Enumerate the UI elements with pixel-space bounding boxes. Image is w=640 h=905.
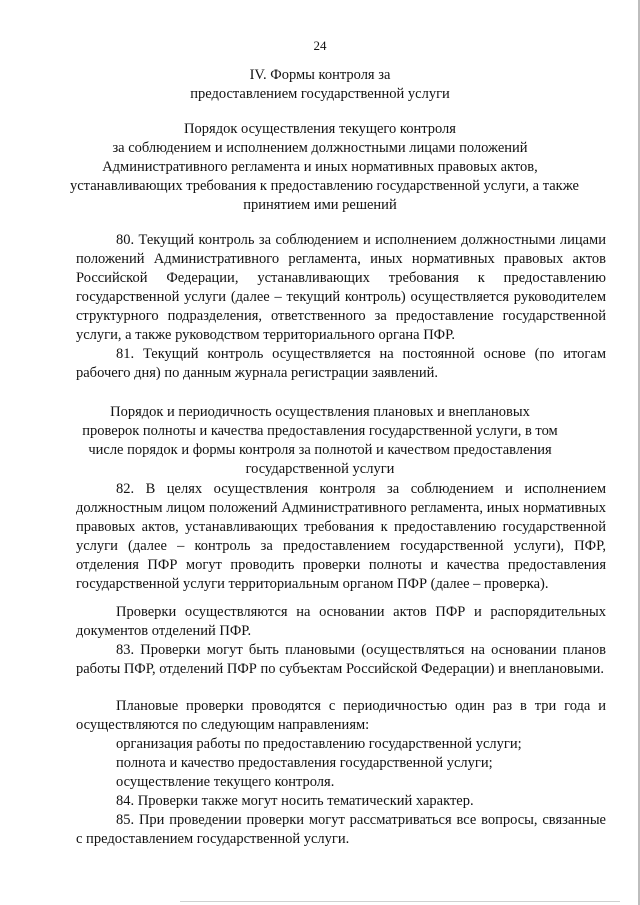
subsection-heading-line: Порядок осуществления текущего контроля — [184, 121, 456, 137]
paragraph-81: 81. Текущий контроль осуществляется на постоянной основе (по итогам рабочего дня) по данным журнала регистрации заявлений. — [76, 346, 606, 381]
page-number: 24 — [313, 38, 327, 53]
subsection-heading-line: устанавливающих требования к предоставлению государственной услуги, а также — [70, 178, 579, 194]
paragraph-83: 83. Проверки могут быть плановыми (осуществляться на основании планов работы ПФР, отделений ПФР по субъектам Российской Федерации) и внеплановыми. — [76, 642, 606, 677]
paragraph-85: 85. При проведении проверки могут рассматриваться все вопросы, связанные с предоставлением государственной услуги. — [76, 812, 606, 847]
subsection-heading-current-control — [70, 120, 579, 215]
subsection-heading-checks — [70, 403, 570, 479]
subsection-heading-line: Порядок и периодичность осуществления плановых и внеплановых — [110, 404, 530, 420]
section-title — [70, 66, 570, 104]
subsection-heading-line: за соблюдением и исполнением должностными лицами положений — [112, 140, 528, 156]
scan-bottom-line — [180, 901, 620, 902]
paragraph-80: 80. Текущий контроль за соблюдением и исполнением должностными лицами положений Административного регламента, иных нормативных правовых актов Российской Федерации, устанавливающих требования к предоставлению государственной услуги (далее – текущий контроль) осуществляется руководителем структурного подразделения, ответственного за предоставление государственной услуги, а также руководством территориального органа ПФР. — [76, 232, 606, 343]
list-item: осуществление текущего контроля. — [116, 774, 335, 790]
subsection-heading-line: проверок полноты и качества предоставления государственной услуги, в том — [82, 423, 558, 439]
paragraph-82: 82. В целях осуществления контроля за соблюдением и исполнением должностным лицом положений Административного регламента, иных нормативных правовых актов, устанавливающих требования к предоставлению государственной услуги (далее – контроль за предоставлением государственной услуги), ПФР, отделения ПФР могут проводить проверки полноты и качества предоставления государственной услуги территориальным органом ПФР (далее – проверка). — [76, 481, 606, 592]
section-title-line: предоставлением государственной услуги — [190, 86, 450, 102]
subsection-heading-line: государственной услуги — [245, 461, 395, 477]
section-title-line: IV. Формы контроля за — [249, 67, 391, 83]
paragraph-83-planned-checks: Плановые проверки проводятся с периодичностью один раз в три года и осуществляются по следующим направлениям: — [76, 698, 606, 733]
subsection-heading-line: принятием ими решений — [243, 197, 397, 213]
subsection-heading-line: Административного регламента и иных нормативных правовых актов, — [102, 159, 538, 175]
paragraph-84: 84. Проверки также могут носить тематический характер. — [116, 793, 474, 809]
list-item: организация работы по предоставлению государственной услуги; — [116, 736, 522, 752]
paragraph-82-checks-basis: Проверки осуществляются на основании актов ПФР и распорядительных документов отделений ПФР. — [76, 604, 606, 639]
subsection-heading-line: числе порядок и формы контроля за полнотой и качеством предоставления — [88, 442, 552, 458]
list-item: полнота и качество предоставления государственной услуги; — [116, 755, 493, 771]
